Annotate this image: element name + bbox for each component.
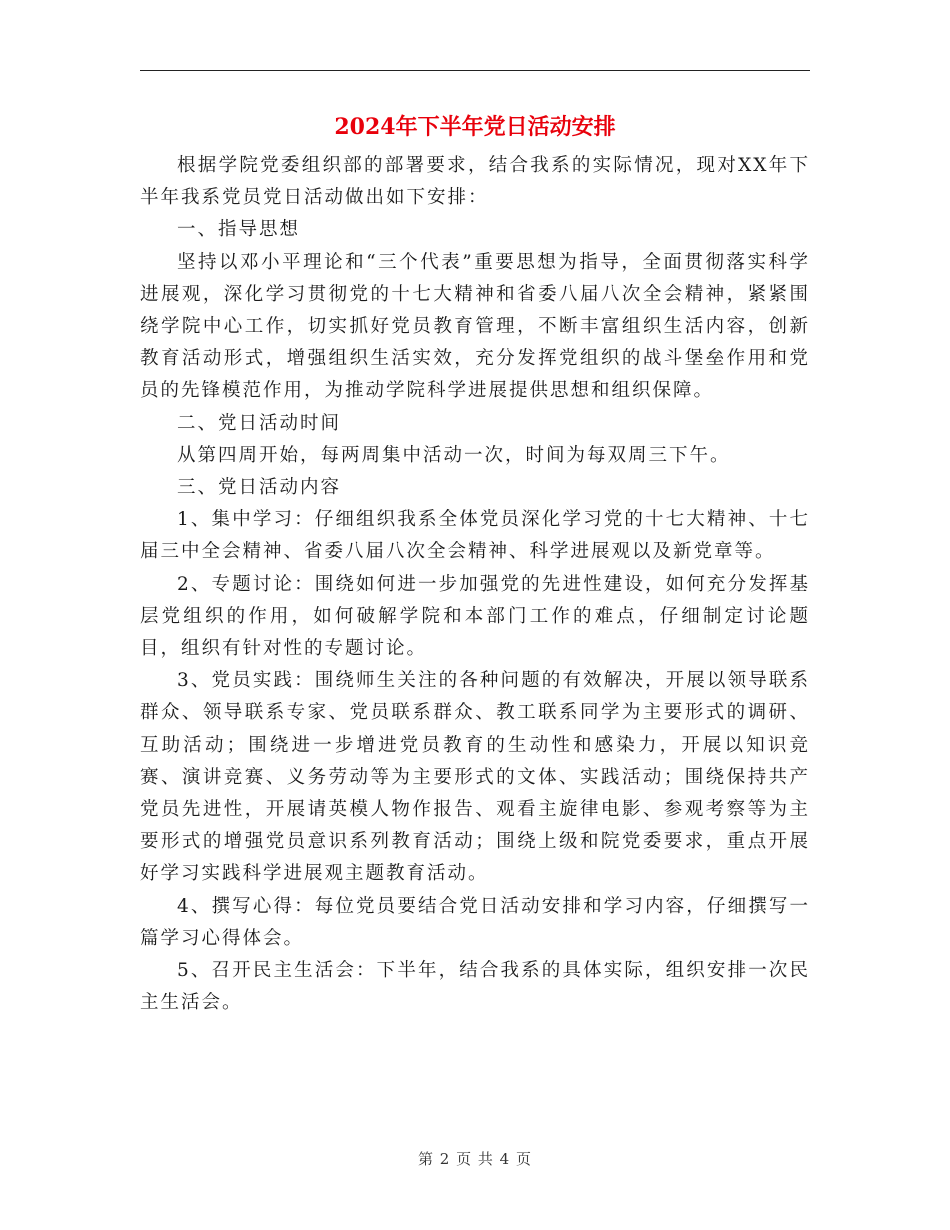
section-heading-guiding-ideology: 一、指导思想	[177, 219, 301, 241]
content-item-practice: 3、党员实践：围绕师生关注的各种问题的有效解决，开展以领导联系群众、领导联系专家、党员联系群众、教工联系同学为主要形式的调研、互助活动；围绕进一步增进党员教育的生动性和感染力，开展以知识竞赛、演讲竞赛、义务劳动等为主要形式的文体、实践活动；围绕保持共产党员先进性，开展请英模人物作报告、观看主旋律电影、参观考察等为主要形式的增强党员意识系列教育活动；围绕上级和院党委要求，重点开展好学习实践科学进展观主题教育活动。	[140, 670, 810, 885]
content-item-reflection: 4、撰写心得：每位党员要结合党日活动安排和学习内容，仔细撰写一篇学习心得体会。	[140, 895, 810, 949]
guiding-ideology-paragraph: 坚持以邓小平理论和“三个代表”重要思想为指导，全面贯彻落实科学进展观，深化学习贯彻党的十七大精神和省委八届八次全会精神，紧紧围绕学院中心工作，切实抓好党员教育管理，不断丰富组织生活内容，创新教育活动形式，增强组织生活实效，充分发挥党组织的战斗堡垒作用和党员的先锋模范作用，为推动学院科学进展提供思想和组织保障。	[140, 251, 810, 402]
content-item-democratic-meeting: 5、召开民主生活会：下半年，结合我系的具体实际，组织安排一次民主生活会。	[140, 960, 810, 1014]
content-item-discussion: 2、专题讨论：围绕如何进一步加强党的先进性建设，如何充分发挥基层党组织的作用，如何破解学院和本部门工作的难点，仔细制定讨论题目，组织有针对性的专题讨论。	[140, 573, 810, 660]
section-heading-activity-content: 三、党日活动内容	[177, 477, 342, 499]
document-title: 2024年下半年党日活动安排	[334, 114, 616, 140]
activity-time-paragraph: 从第四周开始，每两周集中活动一次，时间为每双周三下午。	[177, 444, 731, 466]
header-rule	[140, 70, 810, 71]
content-item-study: 1、集中学习：仔细组织我系全体党员深化学习党的十七大精神、十七届三中全会精神、省委八届八次全会精神、科学进展观以及新党章等。	[140, 509, 810, 563]
document-body	[140, 150, 810, 1019]
section-heading-activity-time: 二、党日活动时间	[177, 412, 342, 434]
page-number-footer: 第 2 页 共 4 页	[418, 1150, 532, 1168]
intro-paragraph: 根据学院党委组织部的部署要求，结合我系的实际情况，现对XX年下半年我系党员党日活动做出如下安排：	[140, 155, 810, 209]
